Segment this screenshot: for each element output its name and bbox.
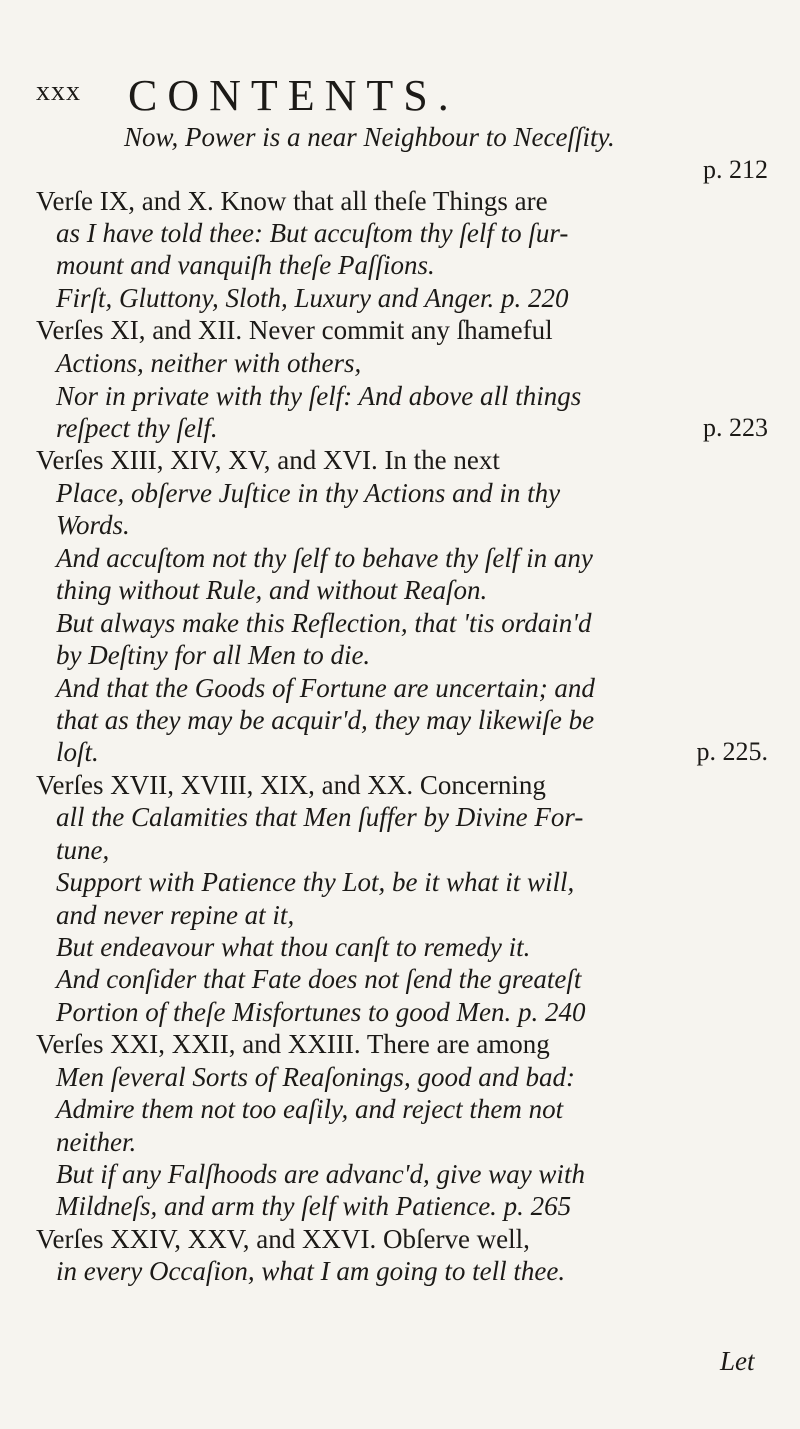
page-title: CONTENTS. — [128, 71, 459, 120]
catchword: Let — [720, 1346, 755, 1376]
text-line: reſpect thy ſelf. — [56, 413, 218, 443]
text-line: Words. — [56, 510, 130, 540]
text-line: Verſe IX, and X. Know that all theſe Things are — [36, 186, 548, 216]
text-line: Verſes XIII, XIV, XV, and XVI. In the next — [36, 445, 500, 475]
page-reference: p. 212 — [703, 155, 768, 184]
text-line: mount and vanquiſh theſe Paſſions. — [56, 250, 435, 280]
text-line: Verſes XI, and XII. Never commit any ſhameful — [36, 315, 553, 345]
text-line: Nor in private with thy ſelf: And above all things — [56, 381, 582, 411]
page-number: xxx — [36, 76, 81, 107]
text-line: Admire them not too eaſily, and reject them not — [56, 1094, 564, 1124]
text-line: thing without Rule, and without Reaſon. — [56, 575, 488, 605]
text-line: Portion of theſe Misfortunes to good Men. p. 240 — [56, 997, 586, 1027]
text-line: Mildneſs, and arm thy ſelf with Patience. p. 265 — [56, 1191, 572, 1221]
text-line: Now, Power is a near Neighbour to Neceſſity. — [124, 122, 615, 152]
text-line: Firſt, Gluttony, Sloth, Luxury and Anger. p. 220 — [56, 283, 569, 313]
text-line: And conſider that Fate does not ſend the greateſt — [56, 964, 582, 994]
text-line: Actions, neither with others, — [56, 348, 362, 378]
page-reference: p. 225. — [696, 737, 768, 766]
text-line: Men ſeveral Sorts of Reaſonings, good and bad: — [56, 1062, 575, 1092]
text-line: all the Calamities that Men ſuffer by Divine For- — [56, 802, 584, 832]
text-line: And that the Goods of Fortune are uncertain; and — [56, 673, 595, 703]
text-line: Verſes XXI, XXII, and XXIII. There are among — [36, 1029, 550, 1059]
text-line: neither. — [56, 1127, 137, 1157]
text-line: tune, — [56, 835, 110, 865]
text-line: Support with Patience thy Lot, be it what it will, — [56, 867, 575, 897]
text-line: But always make this Reflection, that 'tis ordain'd — [56, 608, 592, 638]
text-line: Place, obſerve Juſtice in thy Actions and in thy — [56, 478, 561, 508]
text-line: and never repine at it, — [56, 900, 295, 930]
text-line: Verſes XXIV, XXV, and XXVI. Obſerve well, — [36, 1224, 530, 1254]
page-reference: p. 223 — [703, 413, 768, 442]
text-line: that as they may be acquir'd, they may likewiſe be — [56, 705, 595, 735]
text-line: But if any Falſhoods are advanc'd, give way with — [56, 1159, 585, 1189]
text-line: Verſes XVII, XVIII, XIX, and XX. Concerning — [36, 770, 546, 800]
text-line: in every Occaſion, what I am going to tell thee. — [56, 1256, 566, 1286]
text-line: But endeavour what thou canſt to remedy it. — [56, 932, 531, 962]
text-line: by Deſtiny for all Men to die. — [56, 640, 371, 670]
text-line: as I have told thee: But accuſtom thy ſelf to ſur- — [56, 218, 569, 248]
text-line: And accuſtom not thy ſelf to behave thy ſelf in any — [56, 543, 593, 573]
text-line: loſt. — [56, 737, 99, 767]
